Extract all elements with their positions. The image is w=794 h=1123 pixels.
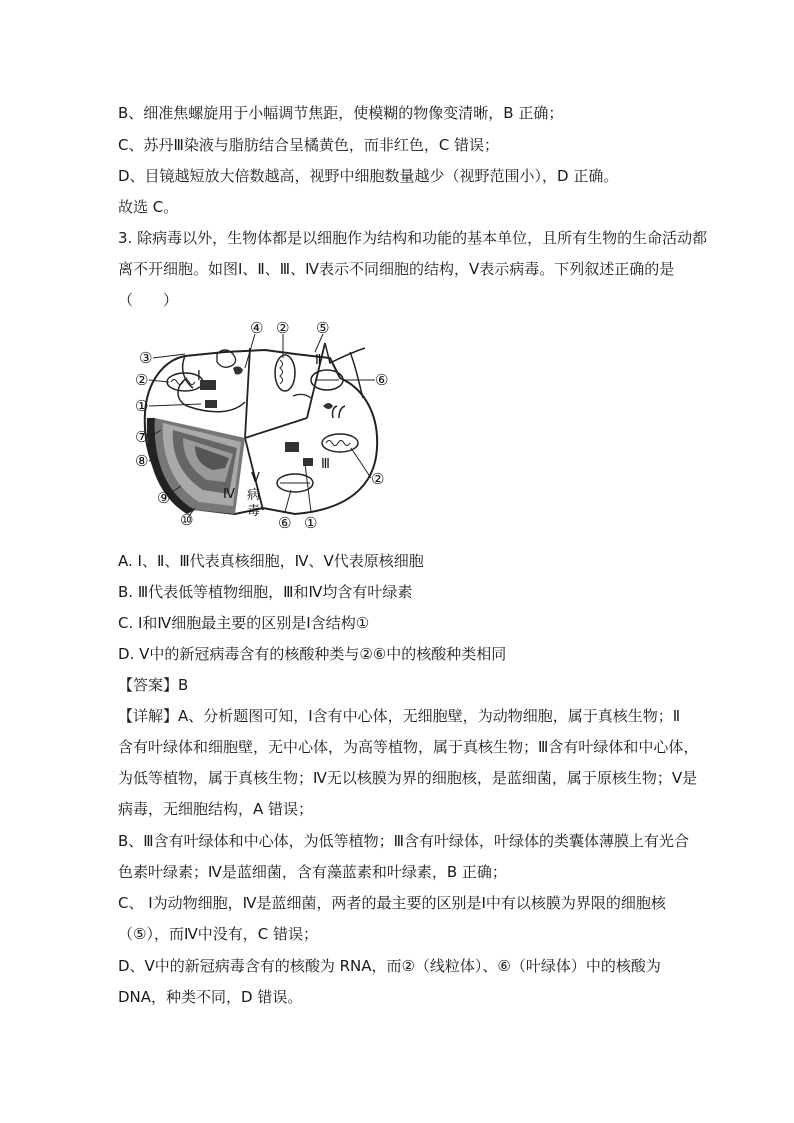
explanation-line: DNA，种类不同，D 错误。 bbox=[118, 988, 303, 1006]
label-1-bottom: ① bbox=[304, 514, 318, 532]
cell-label-II: Ⅱ bbox=[315, 353, 322, 368]
text-line: B、细准焦螺旋用于小幅调节焦距，使模糊的物像变清晰，B 正确； bbox=[118, 104, 564, 122]
explanation-line: 【详解】A、分析题图可知，Ⅰ含有中心体，无细胞壁，为动物细胞，属于真核生物；Ⅱ bbox=[118, 707, 681, 725]
option-d: D. Ⅴ中的新冠病毒含有的核酸种类与②⑥中的核酸种类相同 bbox=[118, 645, 507, 663]
explanation-line: D、Ⅴ中的新冠病毒含有的核酸为 RNA，而②（线粒体）、⑥（叶绿体）中的核酸为 bbox=[118, 957, 661, 975]
text-line: C、苏丹Ⅲ染液与脂肪结合呈橘黄色，而非红色，C 错误； bbox=[118, 136, 500, 154]
cell-label-V: Ⅴ bbox=[251, 471, 260, 486]
option-a: A. Ⅰ、Ⅱ、Ⅲ代表真核细胞，Ⅳ、Ⅴ代表原核细胞 bbox=[118, 552, 424, 570]
explanation-line: 为低等植物，属于真核生物；Ⅳ无以核膜为界的细胞核，是蓝细菌，属于原核生物；Ⅴ是 bbox=[118, 769, 698, 787]
question-stem: 3. 除病毒以外，生物体都是以细胞作为结构和功能的基本单位，且所有生物的生命活动都 bbox=[118, 229, 708, 247]
label-2-top: ② bbox=[276, 319, 290, 337]
label-9: ⑨ bbox=[157, 489, 171, 507]
explanation-line: （⑤），而Ⅳ中没有，C 错误； bbox=[118, 925, 319, 943]
label-2-left: ② bbox=[135, 371, 149, 389]
virus-label-1: 病 bbox=[247, 488, 261, 503]
label-7: ⑦ bbox=[135, 428, 149, 446]
cell-diagram-svg bbox=[125, 318, 395, 534]
cell-label-III: Ⅲ bbox=[321, 457, 330, 472]
explanation-line: B、Ⅲ含有叶绿体和中心体，为低等植物；Ⅲ含有叶绿体，叶绿体的类囊体薄膜上有光合 bbox=[118, 832, 689, 850]
label-4: ④ bbox=[250, 319, 264, 337]
label-3: ③ bbox=[139, 349, 153, 367]
label-5: ⑤ bbox=[316, 319, 330, 337]
label-2-right: ② bbox=[371, 470, 385, 488]
label-1-left: ① bbox=[135, 397, 149, 415]
text-line: D、目镜越短放大倍数越高，视野中细胞数量越少（视野范围小），D 正确。 bbox=[118, 167, 619, 185]
explanation-line: C、 Ⅰ为动物细胞，Ⅳ是蓝细菌，两者的最主要的区别是Ⅰ中有以核膜为界限的细胞核 bbox=[118, 894, 666, 912]
virus-label-2: 毒 bbox=[247, 504, 261, 519]
label-8: ⑧ bbox=[135, 452, 149, 470]
text-line: 故选 C。 bbox=[118, 198, 179, 216]
label-6-bottom: ⑥ bbox=[278, 514, 292, 532]
option-b: B. Ⅲ代表低等植物细胞，Ⅲ和Ⅳ均含有叶绿素 bbox=[118, 583, 413, 601]
explanation-line: 色素叶绿素；Ⅳ是蓝细菌，含有藻蓝素和叶绿素，B 正确； bbox=[118, 863, 507, 881]
answer-line: 【答案】B bbox=[118, 676, 189, 694]
label-10: ⑩ bbox=[180, 511, 194, 529]
explanation-line: 含有叶绿体和细胞壁，无中心体，为高等植物，属于真核生物；Ⅲ含有叶绿体和中心体， bbox=[118, 738, 699, 756]
label-6-right: ⑥ bbox=[375, 371, 389, 389]
explanation-line: 病毒，无细胞结构，A 错误； bbox=[118, 800, 314, 818]
answer-blank: （ ） bbox=[118, 291, 179, 309]
cell-label-I: Ⅰ bbox=[197, 369, 201, 384]
cell-structure-diagram bbox=[125, 318, 395, 534]
option-c: C. Ⅰ和Ⅳ细胞最主要的区别是Ⅰ含结构① bbox=[118, 614, 370, 632]
question-stem: 离不开细胞。如图Ⅰ、Ⅱ、Ⅲ、Ⅳ表示不同细胞的结构，Ⅴ表示病毒。下列叙述正确的是 bbox=[118, 260, 675, 278]
cell-label-IV: Ⅳ bbox=[223, 487, 235, 502]
